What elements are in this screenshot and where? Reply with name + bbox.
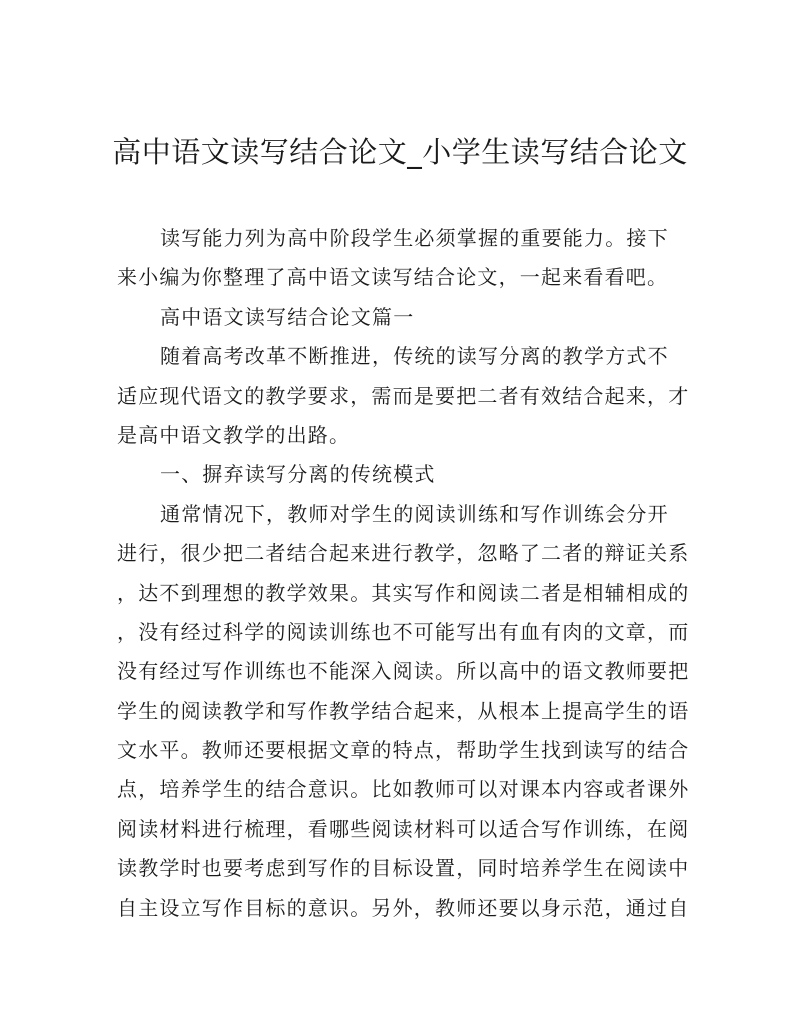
- text-line: ，达不到理想的教学效果。其实写作和阅读二者是相辅相成的: [117, 580, 690, 605]
- document-body: [117, 219, 690, 928]
- text-line: 通常情况下，教师对学生的阅读训练和写作训练会分开: [160, 501, 669, 526]
- text-line: 适应现代语文的教学要求，需而是要把二者有效结合起来，才: [117, 383, 690, 408]
- document-title: 高中语文读写结合论文_小学生读写结合论文: [112, 135, 688, 169]
- text-line: 没有经过写作训练也不能深入阅读。所以高中的语文教师要把: [117, 659, 690, 684]
- text-line: 文水平。教师还要根据文章的特点，帮助学生找到读写的结合: [117, 738, 690, 763]
- text-line: 随着高考改革不断推进，传统的读写分离的教学方式不: [160, 344, 669, 369]
- text-line: ，没有经过科学的阅读训练也不可能写出有血有肉的文章，而: [117, 619, 690, 644]
- text-line: 学生的阅读教学和写作教学结合起来，从根本上提高学生的语: [117, 698, 690, 723]
- text-line: 读写能力列为高中阶段学生必须掌握的重要能力。接下: [160, 226, 669, 250]
- text-line: 读教学时也要考虑到写作的目标设置，同时培养学生在阅读中: [117, 856, 690, 881]
- text-line: 来小编为你整理了高中语文读写结合论文，一起来看看吧。: [117, 265, 669, 290]
- text-line: 高中语文读写结合论文篇一: [160, 304, 415, 329]
- text-line: 一、摒弃读写分离的传统模式: [160, 462, 436, 487]
- text-line: 点，培养学生的结合意识。比如教师可以对课本内容或者课外: [117, 777, 690, 802]
- text-line: 阅读材料进行梳理，看哪些阅读材料可以适合写作训练，在阅: [117, 816, 690, 841]
- text-line: 自主设立写作目标的意识。另外，教师还要以身示范，通过自: [117, 895, 690, 920]
- text-line: 进行，很少把二者结合起来进行教学，忽略了二者的辩证关系: [117, 541, 690, 566]
- text-line: 是高中语文教学的出路。: [117, 422, 351, 447]
